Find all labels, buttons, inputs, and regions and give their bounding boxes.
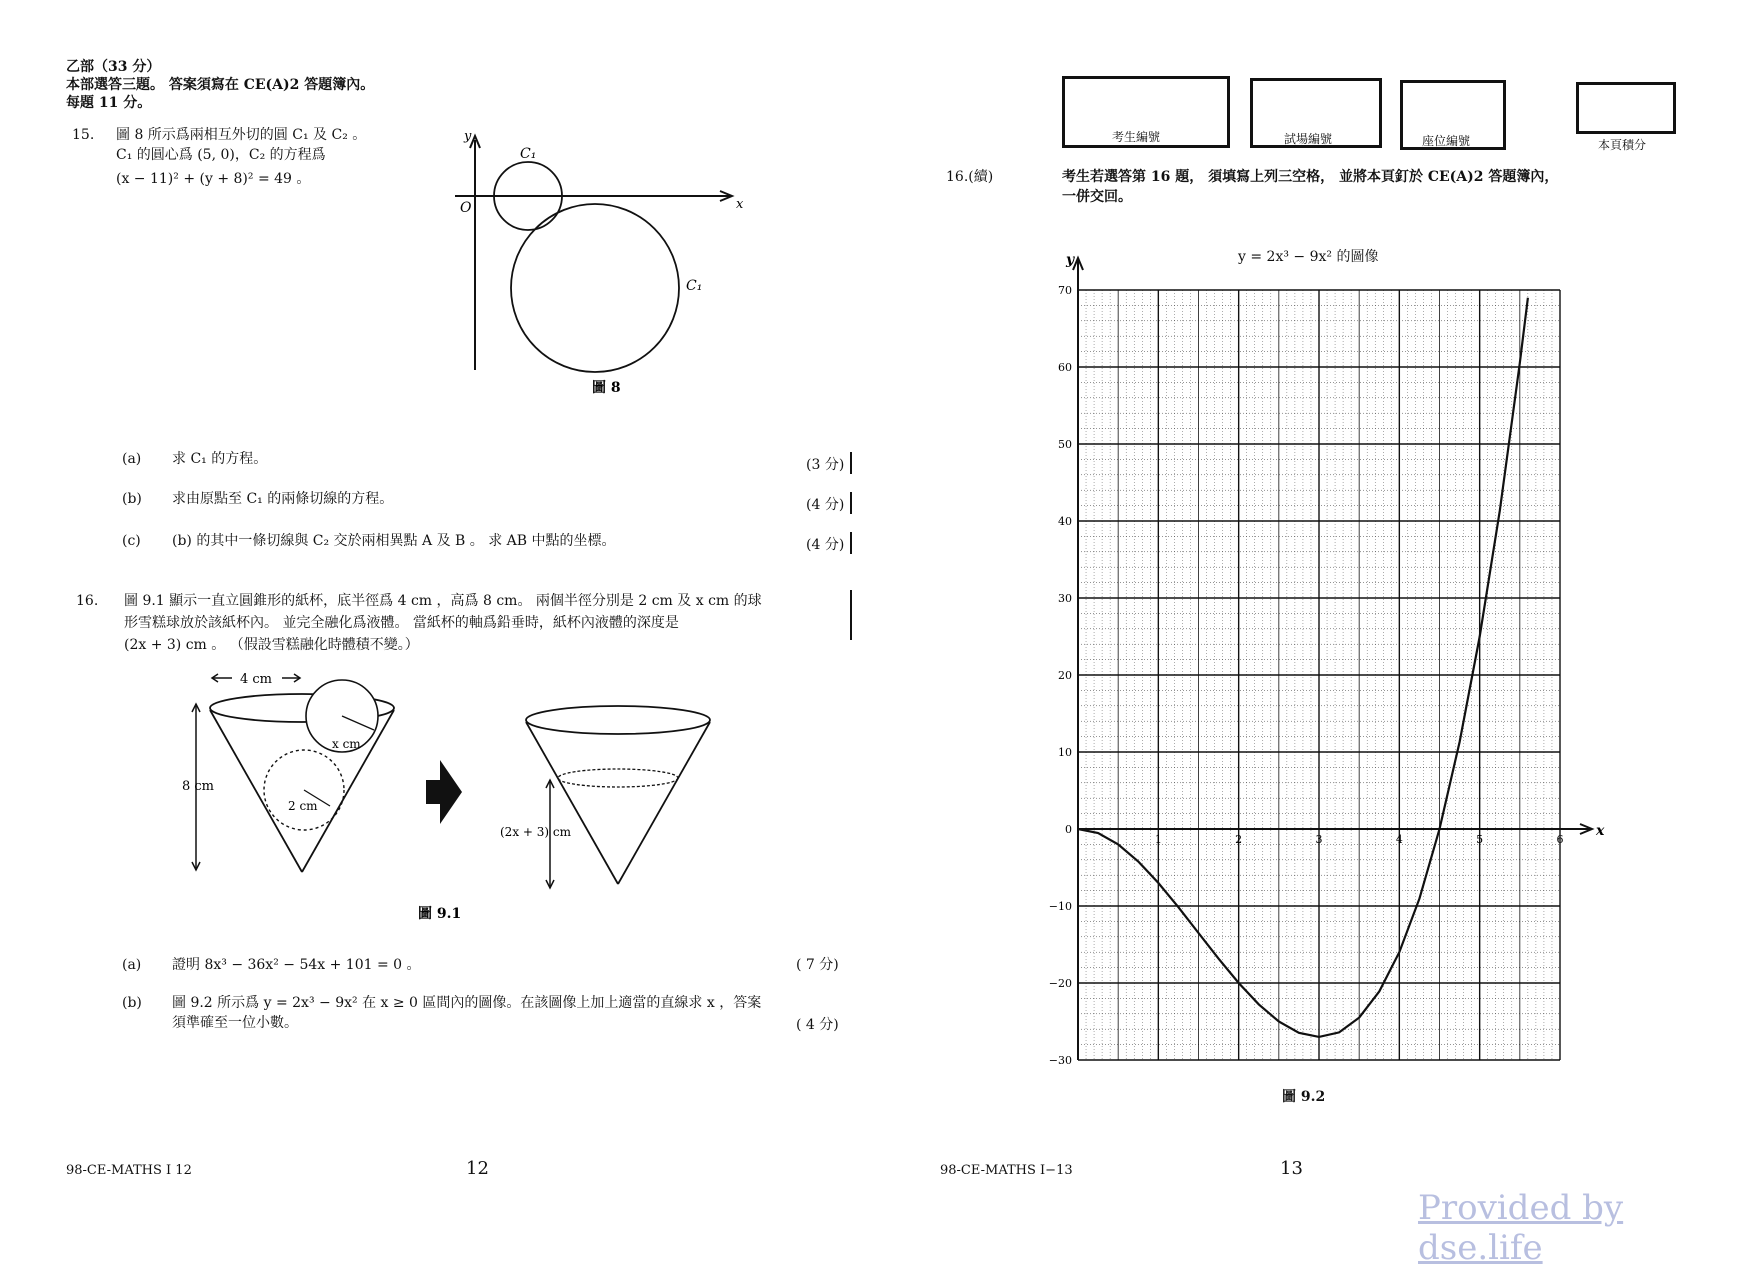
figure-8 xyxy=(440,120,760,400)
x-tick-label: 2 xyxy=(1235,833,1243,846)
q15b-text: 求由原點至 C₁ 的兩條切線的方程。 xyxy=(172,491,394,507)
graph-9-2 xyxy=(1038,240,1698,1100)
y-tick-label: 60 xyxy=(1058,361,1072,374)
label-2cm: 2 cm xyxy=(288,799,318,813)
y-tick-label: −10 xyxy=(1048,900,1072,913)
q15c-text: (b) 的其中一條切線與 C₂ 交於兩相異點 A 及 B 。 求 AB 中點的坐標。 xyxy=(172,533,616,549)
label-depth: (2x + 3) cm xyxy=(500,825,571,839)
graph-9-2-container xyxy=(1038,240,1698,1100)
y-tick-label: 0 xyxy=(1065,823,1072,836)
y-tick-label: 20 xyxy=(1058,669,1072,682)
q15-number: 15. xyxy=(72,127,95,143)
section-title: 乙部（33 分） xyxy=(66,59,161,75)
y-tick-label: −30 xyxy=(1048,1054,1072,1067)
cone2-side-right xyxy=(618,722,710,884)
watermark-text: Provided by dse.life xyxy=(1418,1188,1624,1268)
y-tick-label: 70 xyxy=(1058,284,1072,297)
q16-line3: (2x + 3) cm 。 （假設雪糕融化時體積不變。） xyxy=(124,637,419,653)
q15c-label: (c) xyxy=(122,533,141,549)
fig8-origin-label: O xyxy=(460,200,472,216)
right-footer-code: 98-CE-MATHS I−13 xyxy=(940,1163,1073,1178)
q15c-marks: (4 分) xyxy=(806,537,845,553)
centre-number-label: 試場編號 xyxy=(1284,132,1333,146)
q15b-label: (b) xyxy=(122,491,142,507)
y-axis-label: y xyxy=(1066,252,1075,268)
q15-line1: 圖 8 所示爲兩相互外切的圓 C₁ 及 C₂ 。 xyxy=(116,127,367,143)
candidate-number-label: 考生編號 xyxy=(1112,130,1161,144)
x-tick-label: 5 xyxy=(1476,833,1484,846)
q16b-text-cont: 須準確至一位小數。 xyxy=(172,1015,298,1031)
label-xcm: x cm xyxy=(332,737,361,751)
left-footer-code: 98-CE-MATHS I 12 xyxy=(66,1163,192,1178)
fig8-y-label: y xyxy=(464,129,472,144)
figure-9-1 xyxy=(170,660,730,930)
q16a-marks: ( 7 分) xyxy=(796,957,839,973)
x-axis-label: x xyxy=(1596,823,1605,839)
q16-continued-label: 16.(續) xyxy=(946,169,994,185)
q15b-marks: (4 分) xyxy=(806,497,845,513)
margin-bar xyxy=(850,590,852,640)
q16-number: 16. xyxy=(76,593,99,609)
section-marks-note: 每題 11 分。 xyxy=(66,95,152,111)
y-tick-label: 50 xyxy=(1058,438,1072,451)
cone2-rim xyxy=(526,706,710,734)
fig8-c1-label: C₁ xyxy=(520,146,537,162)
y-tick-label: 10 xyxy=(1058,746,1072,759)
q16b-label: (b) xyxy=(122,995,142,1011)
transform-arrow-icon xyxy=(426,760,462,824)
q15-line2: C₁ 的圓心爲 (5, 0)，C₂ 的方程爲 xyxy=(116,147,326,163)
cone1-side-left xyxy=(210,710,302,872)
fig8-c2-label: C₁ xyxy=(686,278,703,294)
graph-title: y = 2x³ − 9x² 的圖像 xyxy=(1238,249,1379,265)
margin-bar xyxy=(850,452,852,474)
y-tick-label: −20 xyxy=(1048,977,1072,990)
x-tick-label: 3 xyxy=(1315,833,1323,846)
margin-bar xyxy=(850,492,852,514)
section-instruction: 本部選答三題。 答案須寫在 CE(A)2 答題簿內。 xyxy=(66,77,375,93)
y-tick-label: 30 xyxy=(1058,592,1072,605)
q15a-marks: (3 分) xyxy=(806,457,845,473)
q15a-label: (a) xyxy=(122,451,142,467)
liquid-surface xyxy=(558,769,678,787)
right-instruction-2: 一併交回。 xyxy=(1062,189,1132,205)
q16-line2: 形雪糕球放於該紙杯內。 並完全融化爲液體。 當紙杯的軸爲鉛垂時，紙杯內液體的深度是 xyxy=(124,615,679,631)
q16b-marks: ( 4 分) xyxy=(796,1017,839,1033)
page-total-label: 本頁積分 xyxy=(1598,138,1647,152)
x-tick-label: 4 xyxy=(1395,833,1403,846)
fig92-caption: 圖 9.2 xyxy=(1282,1089,1326,1105)
fig91-caption: 圖 9.1 xyxy=(418,906,462,922)
x-tick-label: 6 xyxy=(1556,833,1564,846)
label-4cm: 4 cm xyxy=(240,672,273,687)
label-8cm: 8 cm xyxy=(182,779,215,794)
y-tick-label: 40 xyxy=(1058,515,1072,528)
cone2-side-left xyxy=(526,722,618,884)
fig8-x-label: x xyxy=(736,197,744,212)
q16a-text: 證明 8x³ − 36x² − 54x + 101 = 0 。 xyxy=(172,957,421,973)
q16a-label: (a) xyxy=(122,957,142,973)
margin-bar xyxy=(850,532,852,554)
q16b-text: 圖 9.2 所示爲 y = 2x³ − 9x² 在 x ≥ 0 區間內的圖像。在該圖像上加上適當的直線求 x ，答案 xyxy=(172,995,762,1011)
left-page-number: 12 xyxy=(466,1158,489,1179)
q15-line3: (x − 11)² + (y + 8)² = 49 。 xyxy=(116,171,311,187)
x-tick-label: 1 xyxy=(1154,833,1162,846)
seat-number-label: 座位編號 xyxy=(1422,134,1471,148)
right-page-number: 13 xyxy=(1280,1158,1303,1179)
page-total-box[interactable] xyxy=(1576,82,1676,134)
circle-c2 xyxy=(511,204,679,372)
right-instruction-1: 考生若選答第 16 題， 須填寫上列三空格， 並將本頁釘於 CE(A)2 答題簿內， xyxy=(1062,169,1559,185)
q15a-text: 求 C₁ 的方程。 xyxy=(172,451,268,467)
fig8-caption: 圖 8 xyxy=(592,380,621,396)
q16-line1: 圖 9.1 顯示一直立圓錐形的紙杯，底半徑爲 4 cm ，高爲 8 cm。 兩個半徑分別是 2 cm 及 x cm 的球 xyxy=(124,593,762,609)
